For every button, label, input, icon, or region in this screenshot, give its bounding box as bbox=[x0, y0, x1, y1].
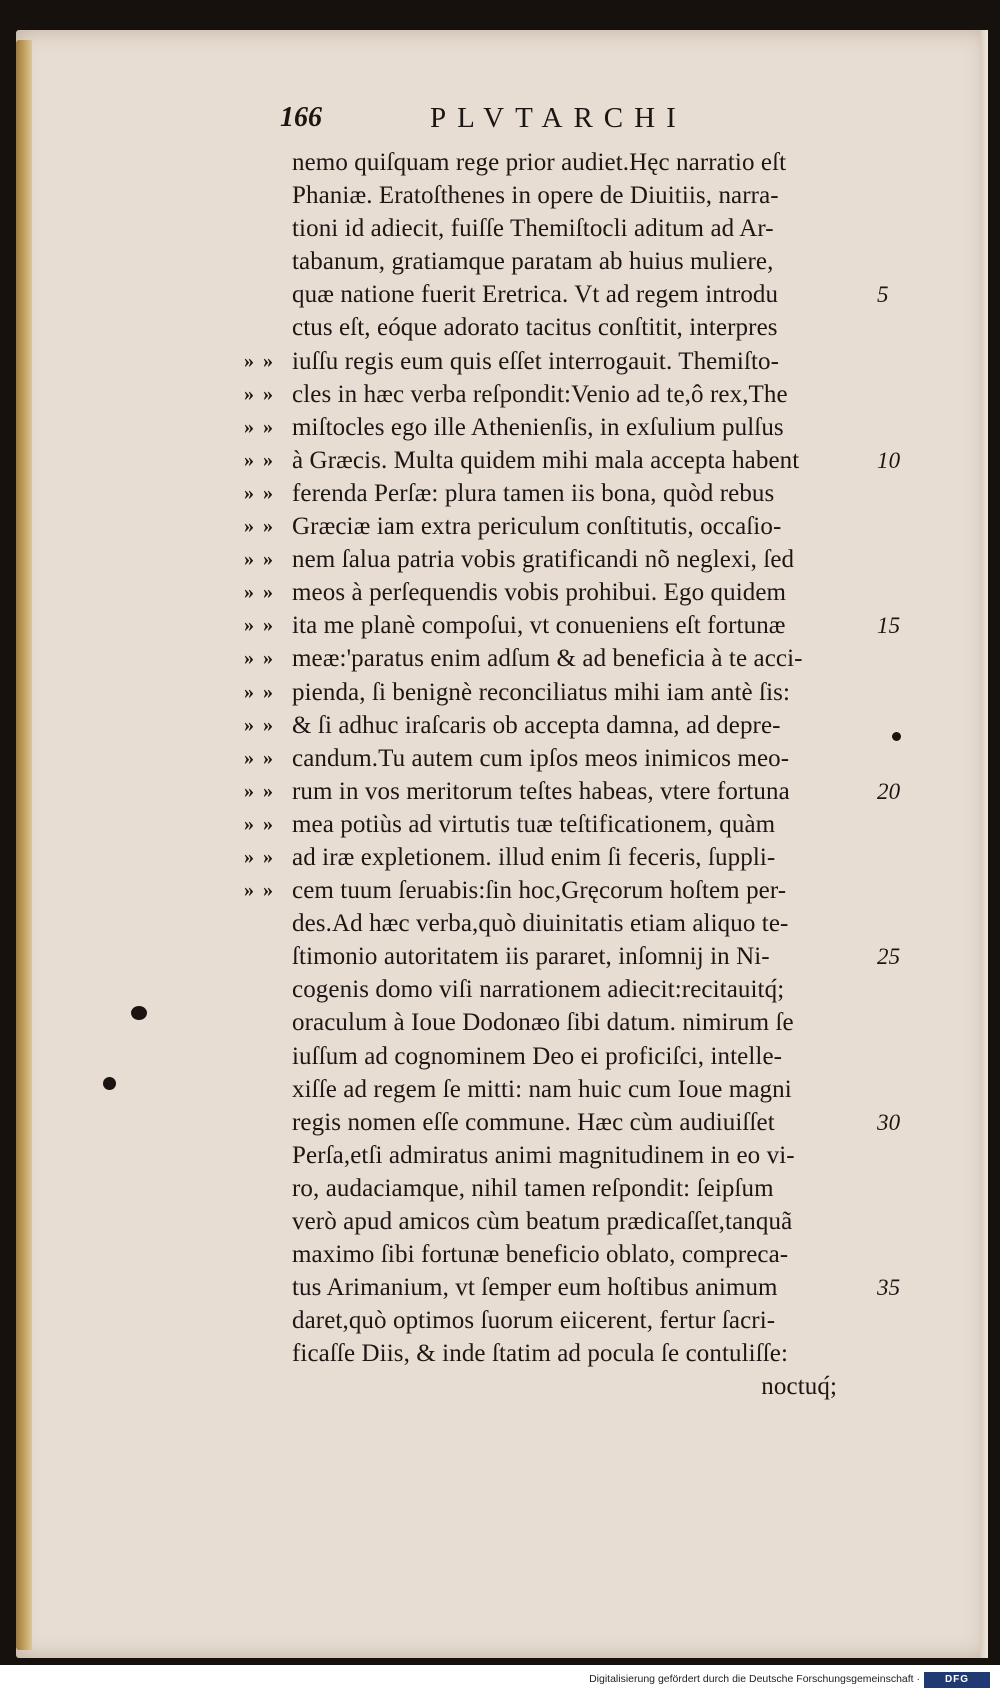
text-line bbox=[292, 311, 932, 344]
text-line bbox=[292, 1205, 932, 1238]
ink-dot bbox=[892, 732, 901, 741]
line-text: meos à perſequendis vobis prohibui. Ego quidem bbox=[292, 579, 787, 607]
catchword-line bbox=[292, 1370, 932, 1403]
text-line bbox=[292, 1139, 932, 1172]
text-line bbox=[244, 345, 932, 378]
line-text: xiſſe ad regem ſe mitti: nam huic cum Ioue magni bbox=[292, 1075, 792, 1103]
quote-marker: » » bbox=[244, 581, 275, 604]
digitization-footer bbox=[0, 1665, 1000, 1695]
line-text: mea potiùs ad virtutis tuæ teſtificationem, quàm bbox=[292, 810, 776, 838]
line-text: & ſi adhuc iraſcaris ob accepta damna, ad depre- bbox=[292, 711, 781, 739]
text-line bbox=[292, 907, 932, 940]
text-line bbox=[292, 1040, 932, 1073]
line-text: quæ natione fuerit Eretrica. Vt ad regem introdu bbox=[292, 281, 779, 309]
quote-marker: » » bbox=[244, 515, 275, 538]
quote-marker: » » bbox=[244, 349, 275, 372]
text-line bbox=[292, 1106, 932, 1139]
text-line bbox=[244, 576, 932, 609]
line-number: 10 bbox=[877, 447, 901, 473]
line-text: des.Ad hæc verba,quò diuinitatis etiam aliquo te- bbox=[292, 910, 789, 938]
text-line bbox=[292, 1172, 932, 1205]
text-line bbox=[244, 874, 932, 907]
line-text: iuſſu regis eum quis eſſet interrogauit. Themiſto- bbox=[292, 347, 780, 375]
dfg-logo: DFG bbox=[924, 1672, 990, 1688]
line-text: ſtimonio autoritatem iis pararet, inſomnij in Ni- bbox=[292, 943, 770, 971]
text-line bbox=[292, 1337, 932, 1370]
line-number: 25 bbox=[877, 944, 901, 970]
text-line bbox=[244, 841, 932, 874]
quote-marker: » » bbox=[244, 481, 275, 504]
quote-marker: » » bbox=[244, 548, 275, 571]
text-line bbox=[244, 808, 932, 841]
quote-marker: » » bbox=[244, 845, 275, 868]
text-line bbox=[292, 1006, 932, 1039]
text-line bbox=[292, 278, 932, 311]
line-text: ad iræ expletionem. illud enim ſi feceris, ſuppli- bbox=[292, 843, 776, 871]
line-text: rum in vos meritorum teſtes habeas, vtere fortuna bbox=[292, 777, 790, 805]
line-text: nem ſalua patria vobis gratificandi nõ neglexi, ſed bbox=[292, 546, 795, 574]
line-text: Perſa,etſi admiratus animi magnitudinem in eo vi- bbox=[292, 1141, 795, 1169]
line-text: pienda, ſi benignè reconciliatus mihi iam antè ſis: bbox=[292, 678, 791, 706]
line-text: candum.Tu autem cum ipſos meos inimicos meo- bbox=[292, 744, 790, 772]
text-line bbox=[244, 510, 932, 543]
quote-marker: » » bbox=[244, 614, 275, 637]
text-line bbox=[244, 642, 932, 675]
line-text: cles in hæc verba reſpondit:Venio ad te,ô rex,The bbox=[292, 380, 788, 408]
line-text: Phaniæ. Eratoſthenes in opere de Diuitiis, narra- bbox=[292, 182, 779, 210]
quote-marker: » » bbox=[244, 779, 275, 802]
text-line bbox=[292, 179, 932, 212]
line-number: 15 bbox=[877, 613, 901, 639]
quote-marker: » » bbox=[244, 812, 275, 835]
quote-marker: » » bbox=[244, 382, 275, 405]
quote-marker: » » bbox=[244, 647, 275, 670]
running-head bbox=[280, 102, 800, 142]
text-line bbox=[244, 709, 932, 742]
line-text: miſtocles ego ille Athenienſis, in exſulium pulſus bbox=[292, 413, 784, 441]
text-line bbox=[292, 973, 932, 1006]
line-text: oraculum à Ioue Dodonæo ſibi datum. nimirum ſe bbox=[292, 1009, 794, 1037]
ink-dot bbox=[103, 1077, 116, 1090]
quote-marker: » » bbox=[244, 746, 275, 769]
footer-credit: Digitalisierung gefördert durch die Deutsche Forschungsgemeinschaft · bbox=[589, 1673, 920, 1685]
quote-marker: » » bbox=[244, 680, 275, 703]
text-line bbox=[292, 1271, 932, 1304]
text-line bbox=[292, 1073, 932, 1106]
line-text: cogenis domo viſi narrationem adiecit:recitauitq́; bbox=[292, 976, 785, 1004]
line-text: à Græcis. Multa quidem mihi mala accepta habent bbox=[292, 446, 800, 474]
quote-marker: » » bbox=[244, 415, 275, 438]
line-number: 5 bbox=[877, 282, 889, 308]
line-text: meæ:'paratus enim adſum & ad beneficia à te acci- bbox=[292, 645, 803, 673]
text-line bbox=[292, 146, 932, 179]
line-text: ro, audaciamque, nihil tamen reſpondit: ſeipſum bbox=[292, 1174, 774, 1202]
text-line bbox=[244, 609, 932, 642]
text-line bbox=[244, 477, 932, 510]
line-number: 20 bbox=[877, 778, 901, 804]
line-text: tioni id adiecit, fuiſſe Themiſtocli aditum ad Ar- bbox=[292, 215, 774, 243]
line-text: daret,quò optimos ſuorum eiicerent, fertur ſacri- bbox=[292, 1307, 776, 1335]
catchword: noctuq́; bbox=[761, 1373, 837, 1401]
line-number: 30 bbox=[877, 1109, 901, 1135]
line-text: tabanum, gratiamque paratam ab huius muliere, bbox=[292, 248, 774, 276]
text-line bbox=[244, 378, 932, 411]
text-line bbox=[292, 1304, 932, 1337]
line-number: 35 bbox=[877, 1275, 901, 1301]
line-text: ctus eſt, eóque adorato tacitus conſtitit, interpres bbox=[292, 314, 778, 342]
line-text: ficaſſe Diis, & inde ſtatim ad pocula ſe contuliſſe: bbox=[292, 1340, 789, 1368]
quote-marker: » » bbox=[244, 879, 275, 902]
body-text bbox=[244, 146, 932, 1404]
text-line bbox=[244, 543, 932, 576]
line-text: regis nomen eſſe commune. Hæc cùm audiuiſſet bbox=[292, 1108, 775, 1136]
ink-dot bbox=[131, 1006, 147, 1020]
line-text: maximo ſibi fortunæ beneficio oblato, comprecа- bbox=[292, 1241, 789, 1269]
page-edge-right bbox=[980, 30, 988, 1658]
text-line bbox=[244, 775, 932, 808]
line-text: iuſſum ad cognominem Deo ei proficiſci, intelle- bbox=[292, 1042, 783, 1070]
text-line bbox=[244, 411, 932, 444]
line-text: verò apud amicos cùm beatum prædicaſſet,tanquã bbox=[292, 1208, 793, 1235]
line-text: nemo quiſquam rege prior audiet.Hęc narratio eſt bbox=[292, 149, 787, 176]
line-text: cem tuum ſeruabis:ſin hoc,Gręcorum hoſtem per- bbox=[292, 877, 787, 905]
text-line bbox=[244, 444, 932, 477]
page-edge-left bbox=[16, 40, 32, 1650]
page-number: 166 bbox=[280, 102, 322, 133]
line-text: Græciæ iam extra periculum conſtitutis, occaſio- bbox=[292, 513, 782, 541]
text-line bbox=[244, 742, 932, 775]
text-line bbox=[244, 676, 932, 709]
text-line bbox=[292, 212, 932, 245]
running-head-title: PLVTARCHI bbox=[430, 102, 687, 134]
line-text: ferenda Perſæ: plura tamen iis bona, quòd rebus bbox=[292, 479, 775, 507]
line-text: ita me planè compoſui, vt conueniens eſt fortunæ bbox=[292, 612, 786, 640]
text-line bbox=[292, 245, 932, 278]
quote-marker: » » bbox=[244, 448, 275, 471]
text-line bbox=[292, 1238, 932, 1271]
text-line bbox=[292, 940, 932, 973]
quote-marker: » » bbox=[244, 713, 275, 736]
line-text: tus Arimanium, vt ſemper eum hoſtibus animum bbox=[292, 1274, 778, 1302]
